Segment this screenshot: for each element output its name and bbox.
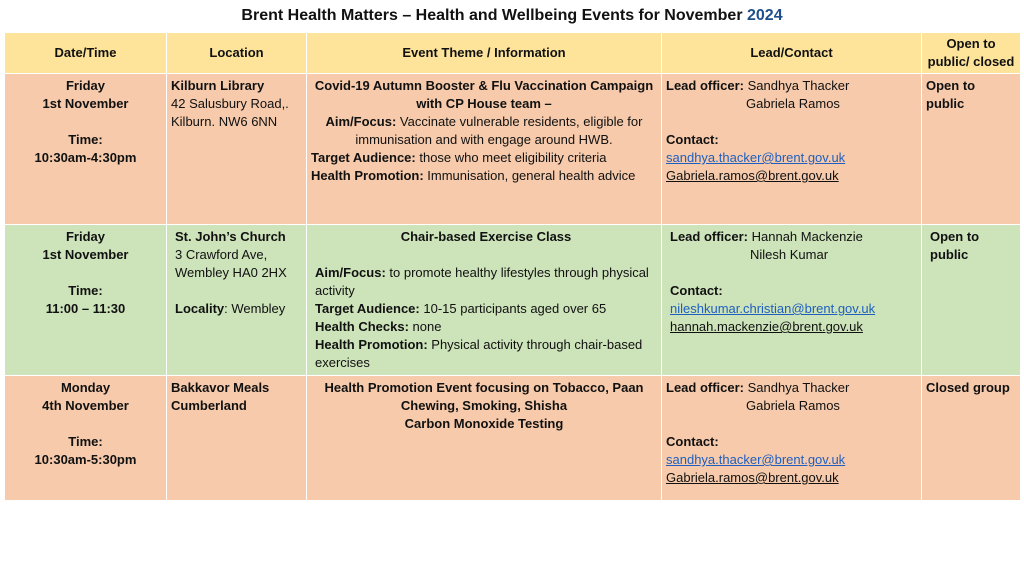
event-status: Closed group [922, 376, 1021, 501]
target-label: Target Audience: [311, 150, 416, 165]
location-line1: 3 Crawford Ave, [175, 247, 268, 262]
page-title-year: 2024 [747, 7, 783, 24]
location-line2: Kilburn. NW6 6NN [171, 114, 278, 129]
contact-label: Contact: [666, 434, 719, 449]
target-text: 10-15 participants aged over 65 [419, 301, 607, 316]
event-location-cell [167, 376, 307, 501]
health-promotion [311, 167, 657, 185]
checks-label: Health Checks: [315, 319, 409, 334]
locality-text: : Wembley [224, 301, 286, 316]
event-date-cell [5, 376, 167, 501]
event-date: 1st November [42, 96, 129, 111]
theme-title: Chair-based Exercise Class [400, 229, 572, 244]
event-day: Friday [65, 78, 105, 93]
event-date: 4th November [42, 398, 129, 413]
event-contact-cell [662, 376, 922, 501]
aim-focus [311, 113, 657, 149]
event-contact-cell [662, 74, 922, 225]
target-label: Target Audience: [315, 301, 420, 316]
table-row [5, 74, 1021, 225]
lead-name-1: Sandhya Thacker [744, 380, 850, 395]
promo-label: Health Promotion: [315, 337, 428, 352]
location-name: St. John’s Church [175, 229, 286, 244]
header-lead-contact: Lead/Contact [662, 33, 922, 74]
email-link[interactable]: Gabriela.ramos@brent.gov.uk [666, 470, 839, 485]
target-audience [311, 149, 657, 167]
aim-text: to promote healthy lifestyles through physical activity [315, 265, 649, 298]
theme-subtitle: Carbon Monoxide Testing [404, 416, 564, 431]
email-link[interactable]: nileshkumar.christian@brent.gov.uk [670, 301, 876, 316]
aim-label: Aim/Focus: [315, 265, 386, 280]
event-time-label: Time: [68, 434, 103, 449]
event-time: 10:30am-4:30pm [34, 150, 137, 165]
health-promotion [315, 336, 657, 372]
table-row [5, 225, 1021, 376]
lead-name-2: Gabriela Ramos [746, 398, 840, 413]
events-table [4, 32, 1021, 501]
email-link[interactable]: hannah.mackenzie@brent.gov.uk [670, 319, 863, 334]
lead-name-1: Hannah Mackenzie [748, 229, 863, 244]
lead-name-2: Gabriela Ramos [746, 96, 840, 111]
table-row [5, 376, 1021, 501]
event-date-cell [5, 225, 167, 376]
event-status: Open to public [922, 225, 1021, 376]
event-time-label: Time: [68, 283, 103, 298]
lead-officer [670, 228, 917, 246]
event-time: 10:30am-5:30pm [34, 452, 137, 467]
health-checks [315, 318, 657, 336]
event-theme-cell [307, 376, 662, 501]
header-location: Location [167, 33, 307, 74]
event-location-cell [167, 74, 307, 225]
event-date-cell [5, 74, 167, 225]
email-link[interactable]: sandhya.thacker@brent.gov.uk [666, 452, 846, 467]
contact-label: Contact: [670, 283, 723, 298]
locality [175, 300, 302, 318]
lead-label: Lead officer: [666, 78, 745, 93]
promo-label: Health Promotion: [311, 168, 424, 183]
aim-text: Vaccinate vulnerable residents, eligible for immunisation and with engage around HWB. [355, 114, 643, 147]
aim-label: Aim/Focus: [325, 114, 397, 129]
location-name: Bakkavor Meals Cumberland [171, 380, 270, 413]
lead-label: Lead officer: [670, 229, 749, 244]
email-link[interactable]: sandhya.thacker@brent.gov.uk [666, 150, 846, 165]
event-day: Friday [65, 229, 105, 244]
lead-officer [666, 77, 917, 95]
lead-label: Lead officer: [666, 380, 745, 395]
theme-title: Health Promotion Event focusing on Tobacco, Paan Chewing, Smoking, Shisha [324, 380, 644, 413]
page-title-text: Brent Health Matters – Health and Wellbeing Events for November [241, 7, 747, 24]
checks-text: none [408, 319, 442, 334]
table-header-row [5, 33, 1021, 74]
target-text: those who meet eligibility criteria [415, 150, 607, 165]
page-title [0, 6, 1024, 26]
header-date-time: Date/Time [5, 33, 167, 74]
event-date: 1st November [42, 247, 129, 262]
event-contact-cell [662, 225, 922, 376]
event-location-cell [167, 225, 307, 376]
promo-text: Physical activity through chair-based exercises [315, 337, 643, 370]
aim-focus [315, 264, 657, 300]
location-name: Kilburn Library [171, 78, 265, 93]
location-line2: Wembley HA0 2HX [175, 265, 287, 280]
event-day: Monday [60, 380, 111, 395]
header-theme: Event Theme / Information [307, 33, 662, 74]
event-time: 11:00 – 11:30 [45, 301, 126, 316]
theme-title: Covid-19 Autumn Booster & Flu Vaccination Campaign with CP House team – [314, 78, 654, 111]
event-time-label: Time: [68, 132, 103, 147]
header-open-closed: Open to public/ closed [922, 33, 1021, 74]
lead-officer [666, 379, 917, 397]
promo-text: Immunisation, general health advice [423, 168, 636, 183]
email-link[interactable]: Gabriela.ramos@brent.gov.uk [666, 168, 839, 183]
location-line1: 42 Salusbury Road,. [171, 96, 289, 111]
lead-name-2: Nilesh Kumar [750, 247, 829, 262]
locality-label: Locality [175, 301, 225, 316]
contact-label: Contact: [666, 132, 719, 147]
lead-name-1: Sandhya Thacker [744, 78, 850, 93]
event-theme-cell [307, 225, 662, 376]
target-audience [315, 300, 657, 318]
event-status: Open to public [922, 74, 1021, 225]
event-theme-cell [307, 74, 662, 225]
